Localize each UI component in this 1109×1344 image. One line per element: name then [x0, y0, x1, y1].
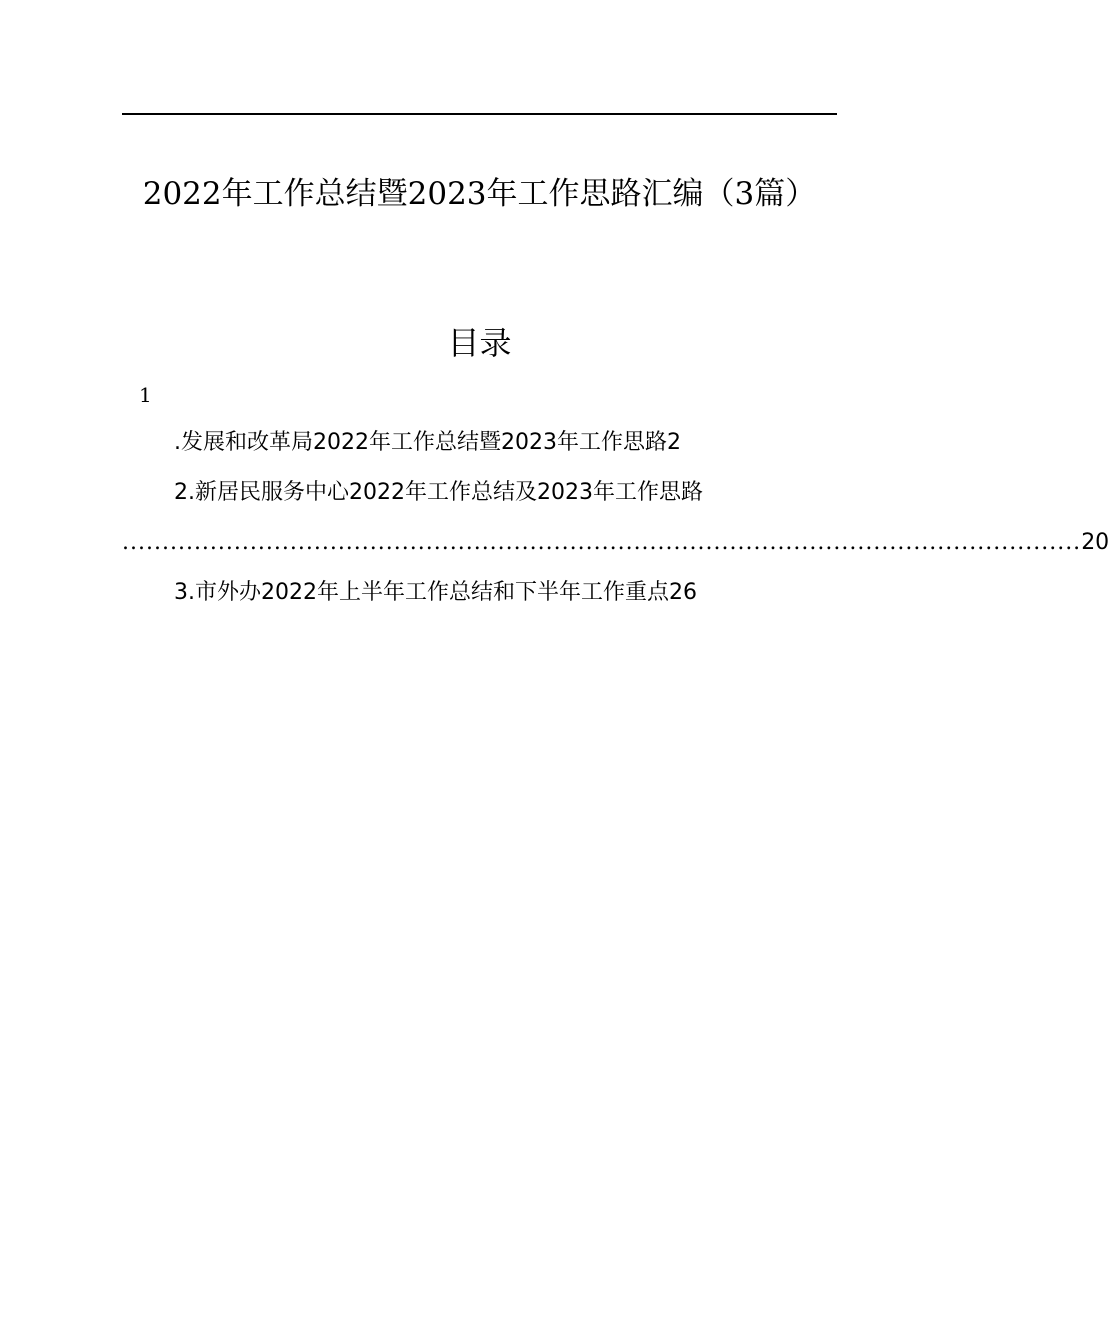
toc-entry-3[interactable]: [174, 576, 697, 610]
toc-entry-3-page: 26: [668, 580, 697, 605]
toc-entry-2-leader-row[interactable]: [122, 526, 1109, 560]
toc-entry-1[interactable]: [174, 426, 681, 460]
toc-entry-1-text: .发展和改革局2022年工作总结暨2023年工作思路: [174, 430, 667, 455]
toc-entry-1-page: 2: [666, 430, 681, 455]
header-rule: [122, 113, 837, 115]
toc-entry-2-page: 20: [1081, 530, 1109, 555]
toc-heading: 目录: [447, 324, 512, 362]
toc-entry-2[interactable]: [174, 476, 703, 510]
document-title: 2022年工作总结暨2023年工作思路汇编（3篇）: [142, 176, 817, 212]
toc-entry-1-number: 1: [139, 383, 152, 407]
toc-leader-dots: ........................................................................................................................: [122, 530, 1082, 555]
toc-entry-2-text: 2.新居民服务中心2022年工作总结及2023年工作思路: [174, 480, 703, 505]
toc-entry-3-text: 3.市外办2022年上半年工作总结和下半年工作重点: [174, 580, 669, 605]
